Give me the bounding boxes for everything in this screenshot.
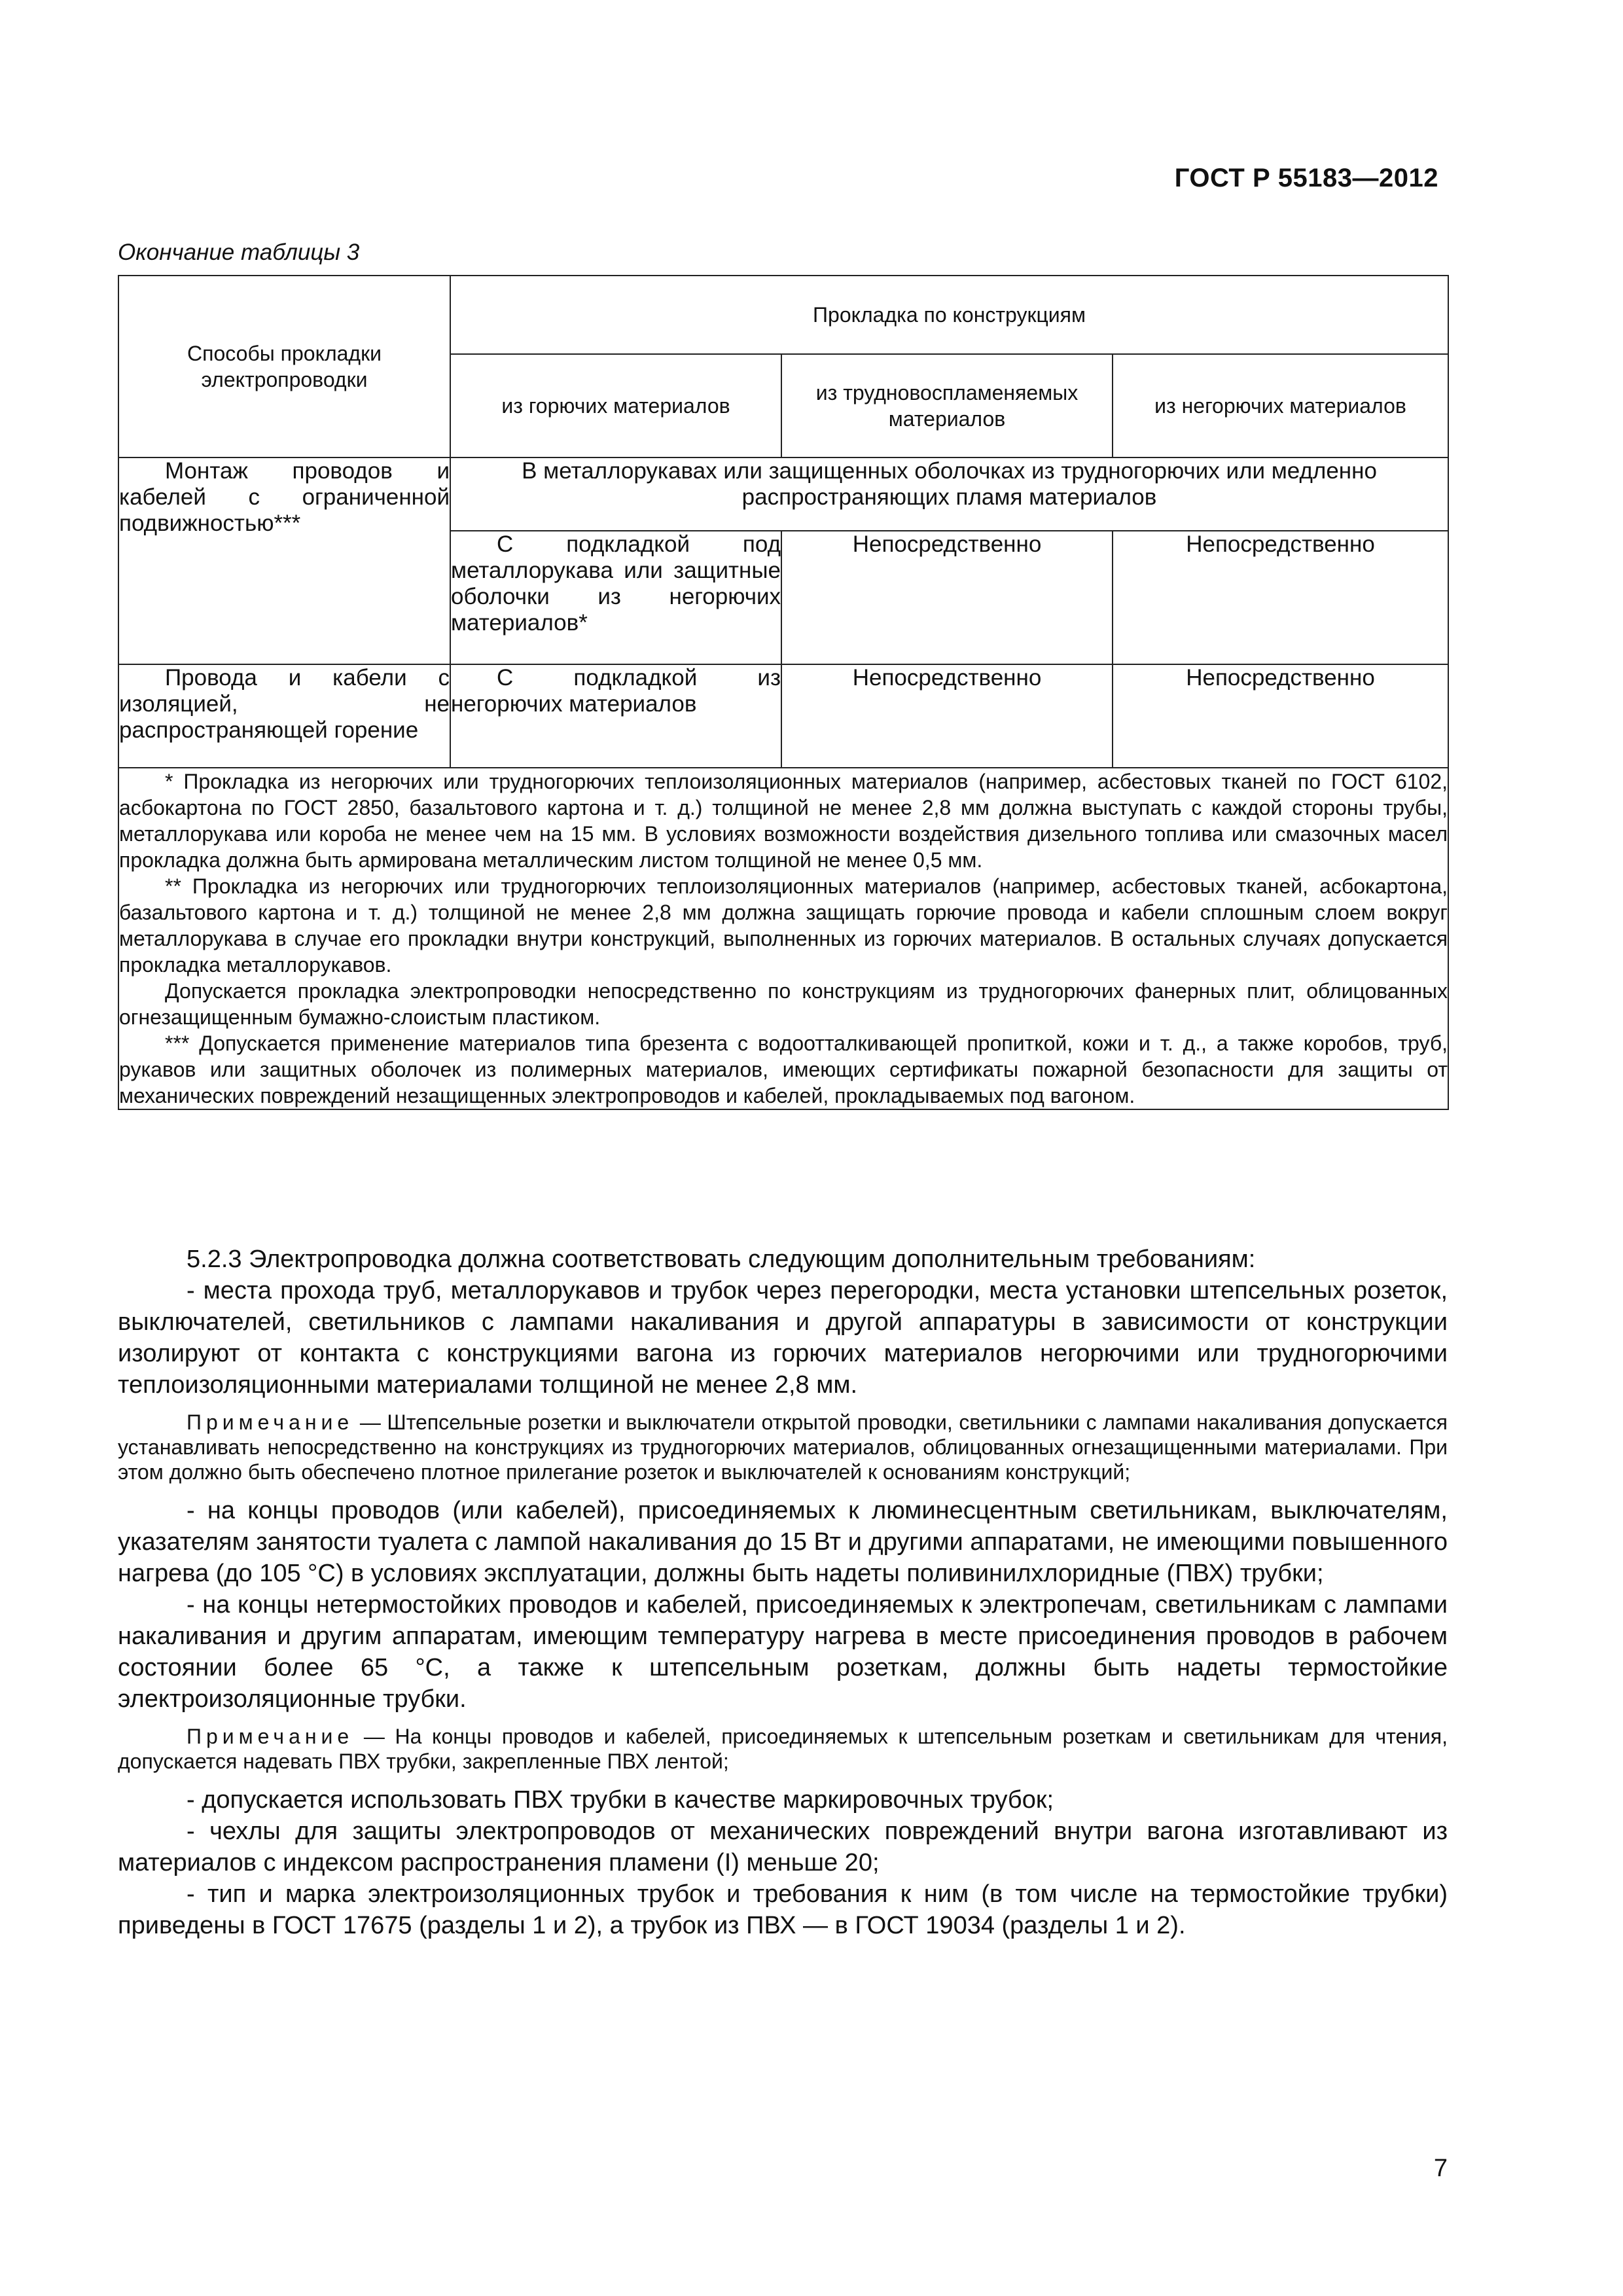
- requirement-2: - на концы проводов (или кабелей), присоединяемых к люминесцентным светильникам, выключателям, указателям занятости туалета с лампой накаливания до 15 Вт и другими аппаратами, не имеющими повышенного нагрева (до 105 °С) в условиях эксплуатации, должны быть надеты поливинилхлоридные (ПВХ) трубки;: [118, 1497, 1448, 1587]
- footnote-1: * Прокладка из негорючих или трудногорючих теплоизоляционных материалов (например, асбестовых тканей по ГОСТ 6102, асбокартона по ГОСТ 2850, базальтового картона и т. д.) толщиной не менее 2,8 мм должна выступать с каждой стороны трубы, металлорукава или короба не менее чем на 15 мм. В условиях возможности воздействия дизельного топлива или смазочных масел прокладка должна быть армирована металлическим листом толщиной не менее 0,5 мм.: [119, 770, 1448, 872]
- header-methods: Способы прокладки электропроводки: [118, 276, 450, 457]
- row2-noncombustible: Непосредственно: [1113, 664, 1448, 768]
- page-number: 7: [1433, 2155, 1448, 2182]
- requirement-6: - тип и марка электроизоляционных трубок и требования к ним (в том числе на термостойкие трубки) приведены в ГОСТ 17675 (разделы 1 и 2), а трубок из ПВХ — в ГОСТ 19034 (разделы 1 и 2).: [118, 1880, 1448, 1939]
- row1-flame-resistant: Непосредственно: [781, 531, 1113, 664]
- clause-5-2-3: 5.2.3 Электропроводка должна соответствовать следующим дополнительным требованиям:: [187, 1246, 1256, 1273]
- wiring-methods-table: [118, 275, 1449, 1110]
- note-2: [118, 1724, 1448, 1774]
- note-label: Примечание: [187, 1410, 354, 1434]
- subheader-flame-resistant: из трудновоспламеняемых материалов: [781, 354, 1113, 457]
- header-group: Прокладка по конструкциям: [450, 276, 1448, 354]
- note-1: [118, 1410, 1448, 1484]
- table-footnotes: [118, 768, 1448, 1109]
- row1-method: Монтаж проводов и кабелей с ограниченной подвижностью***: [118, 457, 450, 664]
- row1-combustible: С подкладкой под металлорукава или защитные оболочки из негорючих материалов*: [450, 531, 781, 664]
- row1-span-text: В металлорукавах или защищенных оболочках из трудногорючих или медленно распространяющих пламя материалов: [450, 457, 1448, 531]
- row2-combustible: С подкладкой из негорючих материалов: [450, 664, 781, 768]
- row1-noncombustible: Непосредственно: [1113, 531, 1448, 664]
- note-1-text: — Штепсельные розетки и выключатели открытой проводки, светильники с лампами накаливания допускается устанавливать непосредственно на конструкциях из трудногорючих материалов, облицованных огнезащищенными материалами. При этом должно быть обеспечено плотное прилегание розеток и выключателей к основаниям конструкций;: [118, 1410, 1448, 1484]
- table-caption: Окончание таблицы 3: [118, 240, 360, 265]
- subheader-noncombustible: из негорючих материалов: [1113, 354, 1448, 457]
- footnote-3: *** Допускается применение материалов типа брезента с водоотталкивающей пропиткой, кожи и т. д., а также коробов, труб, рукавов или защитных оболочек из полимерных материалов, имеющих сертификаты пожарной безопасности для защиты от механических повреждений незащищенных электропроводов и кабелей, прокладываемых под вагоном.: [119, 1031, 1448, 1107]
- requirement-3: - на концы нетермостойких проводов и кабелей, присоединяемых к электропечам, светильникам с лампами накаливания и другим аппаратам, имеющим температуру нагрева в месте присоединения проводов в рабочем состоянии более 65 °С, а также к штепсельным розеткам, должны быть надеты термостойкие электроизоляционные трубки.: [118, 1591, 1448, 1713]
- body-text: [118, 1244, 1448, 1941]
- requirement-5: - чехлы для защиты электропроводов от механических повреждений внутри вагона изготавливают из материалов с индексом распространения пламени (I) меньше 20;: [118, 1818, 1448, 1876]
- requirement-4: - допускается использовать ПВХ трубки в качестве маркировочных трубок;: [187, 1786, 1054, 1814]
- row2-method: Провода и кабели с изоляцией, не распространяющей горение: [118, 664, 450, 768]
- note-label: Примечание: [187, 1725, 354, 1748]
- footnote-2: ** Прокладка из негорючих или трудногорючих теплоизоляционных материалов (например, асбестовых тканей, асбокартона, базальтового картона и т. д.) толщиной не менее 2,8 мм должна защищать горючие провода и кабели сплошным слоем вокруг металлорукава в случае его прокладки внутри конструкций, выполненных из горючих материалов. В остальных случаях допускается прокладка металлорукавов.: [119, 874, 1448, 977]
- row2-flame-resistant: Непосредственно: [781, 664, 1113, 768]
- requirement-1: - места прохода труб, металлорукавов и трубок через перегородки, места установки штепсельных розеток, выключателей, светильников с лампами накаливания и другой аппаратуры в зависимости от конструкции изолируют от контакта с конструкциями вагона из горючих материалов негорючими или трудногорючими теплоизоляционными материалами толщиной не менее 2,8 мм.: [118, 1277, 1448, 1399]
- note-2-text: — На концы проводов и кабелей, присоединяемых к штепсельным розеткам и светильникам для чтения, допускается надевать ПВХ трубки, закрепленные ПВХ лентой;: [118, 1725, 1448, 1773]
- subheader-combustible: из горючих материалов: [450, 354, 781, 457]
- footnote-2-addendum: Допускается прокладка электропроводки непосредственно по конструкциям из трудногорючих фанерных плит, облицованных огнезащищенным бумажно-слоистым пластиком.: [119, 979, 1448, 1029]
- document-code: ГОСТ Р 55183—2012: [1174, 164, 1438, 192]
